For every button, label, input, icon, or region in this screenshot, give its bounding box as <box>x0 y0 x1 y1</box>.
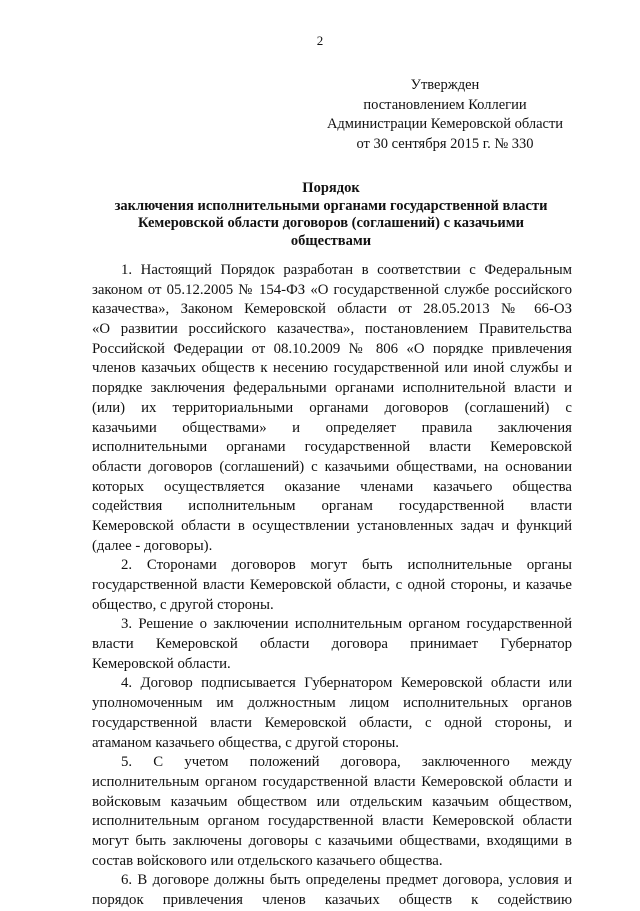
body-line: (далее - договоры). <box>92 537 213 554</box>
paragraph-5 <box>92 753 572 871</box>
body-line: 1. Настоящий Порядок разработан в соответствии с Федеральным <box>121 262 572 278</box>
body-line: государственной власти Кемеровской области, с одной стороны, и <box>92 714 572 731</box>
body-line: порядке заключения федеральными органами исполнительной власти и <box>92 380 572 397</box>
body-line: которых осуществляется оказание членами казачьего общества <box>92 478 572 495</box>
body-line: могут быть заключены договоры с казачьими обществами, входящими в <box>92 832 572 849</box>
paragraph-4 <box>92 674 572 753</box>
body-line: общество, с другой стороны. <box>92 596 274 613</box>
body-line: уполномоченным им должностным лицом исполнительных органов <box>92 695 572 712</box>
body-line: Кемеровской области в осуществлении установленных задач и функций <box>92 517 572 534</box>
body-line: «О развитии российского казачества», постановлением Правительства <box>92 321 572 338</box>
document-title <box>92 180 570 250</box>
page-number: 2 <box>316 33 324 48</box>
approval-line: от 30 сентября 2015 г. № 330 <box>356 135 534 152</box>
title-line: Порядок <box>302 180 360 196</box>
body-line: членов казачьих обществ к несению государственной или иной службы и <box>92 360 572 377</box>
approval-stamp <box>318 76 572 154</box>
body-line: войсковым казачьим обществом или отдельским казачьим обществом, <box>92 793 572 810</box>
body-line: казачьими обществами» и определяет правила заключения <box>92 419 572 436</box>
body-line: Кемеровской области. <box>92 655 231 672</box>
body-line: порядок привлечения членов казачьих обществ к содействию <box>92 892 572 908</box>
title-line: Кемеровской области договоров (соглашений) с казачьими <box>138 215 524 231</box>
title-line: обществами <box>290 232 372 249</box>
body-line: 6. В договоре должны быть определены предмет договора, условия и <box>121 872 572 889</box>
body-line: казачества», Законом Кемеровской области от 28.05.2013 № 66-ОЗ <box>92 301 572 318</box>
body-line: исполнительными органами государственной власти Кемеровской <box>92 439 572 456</box>
body-line: атаманом казачьего общества, с другой стороны. <box>92 734 399 751</box>
body-line: области договоров (соглашений) с казачьими обществами, на основании <box>92 458 572 475</box>
body-line: 3. Решение о заключении исполнительным органом государственной <box>121 616 572 633</box>
body-line: состав войскового или отдельского казачьего общества. <box>92 852 443 869</box>
approval-line: Администрации Кемеровской области <box>326 116 564 132</box>
body-line: исполнительным органом государственной власти Кемеровской области <box>92 813 572 830</box>
approval-line: постановлением Коллегии <box>363 96 527 113</box>
body-line: (или) их территориальными органами договоров (соглашений) с <box>92 399 572 416</box>
paragraph-1 <box>92 261 572 556</box>
body-line: содействия исполнительным органам государственной власти <box>92 498 572 515</box>
body-line: 4. Договор подписывается Губернатором Кемеровской области или <box>121 675 572 692</box>
approval-line: Утвержден <box>410 77 480 93</box>
body-line: власти Кемеровской области договора принимает Губернатор <box>92 636 572 653</box>
title-line: заключения исполнительными органами государственной власти <box>114 197 548 214</box>
body-line: законом от 05.12.2005 № 154-ФЗ «О государственной службе российского <box>92 281 572 298</box>
body-line: Российской Федерации от 08.10.2009 № 806 «О порядке привлечения <box>92 340 572 357</box>
paragraph-3 <box>92 615 572 674</box>
body-line: исполнительным органом государственной власти Кемеровской области и <box>92 773 572 790</box>
body-line: 5. С учетом положений договора, заключенного между <box>121 754 572 771</box>
paragraph-2 <box>92 556 572 615</box>
body-line: 2. Сторонами договоров могут быть исполнительные органы <box>121 557 572 574</box>
body-line: государственной власти Кемеровской области, с одной стороны, и казачье <box>92 577 572 593</box>
document-body <box>92 261 572 911</box>
